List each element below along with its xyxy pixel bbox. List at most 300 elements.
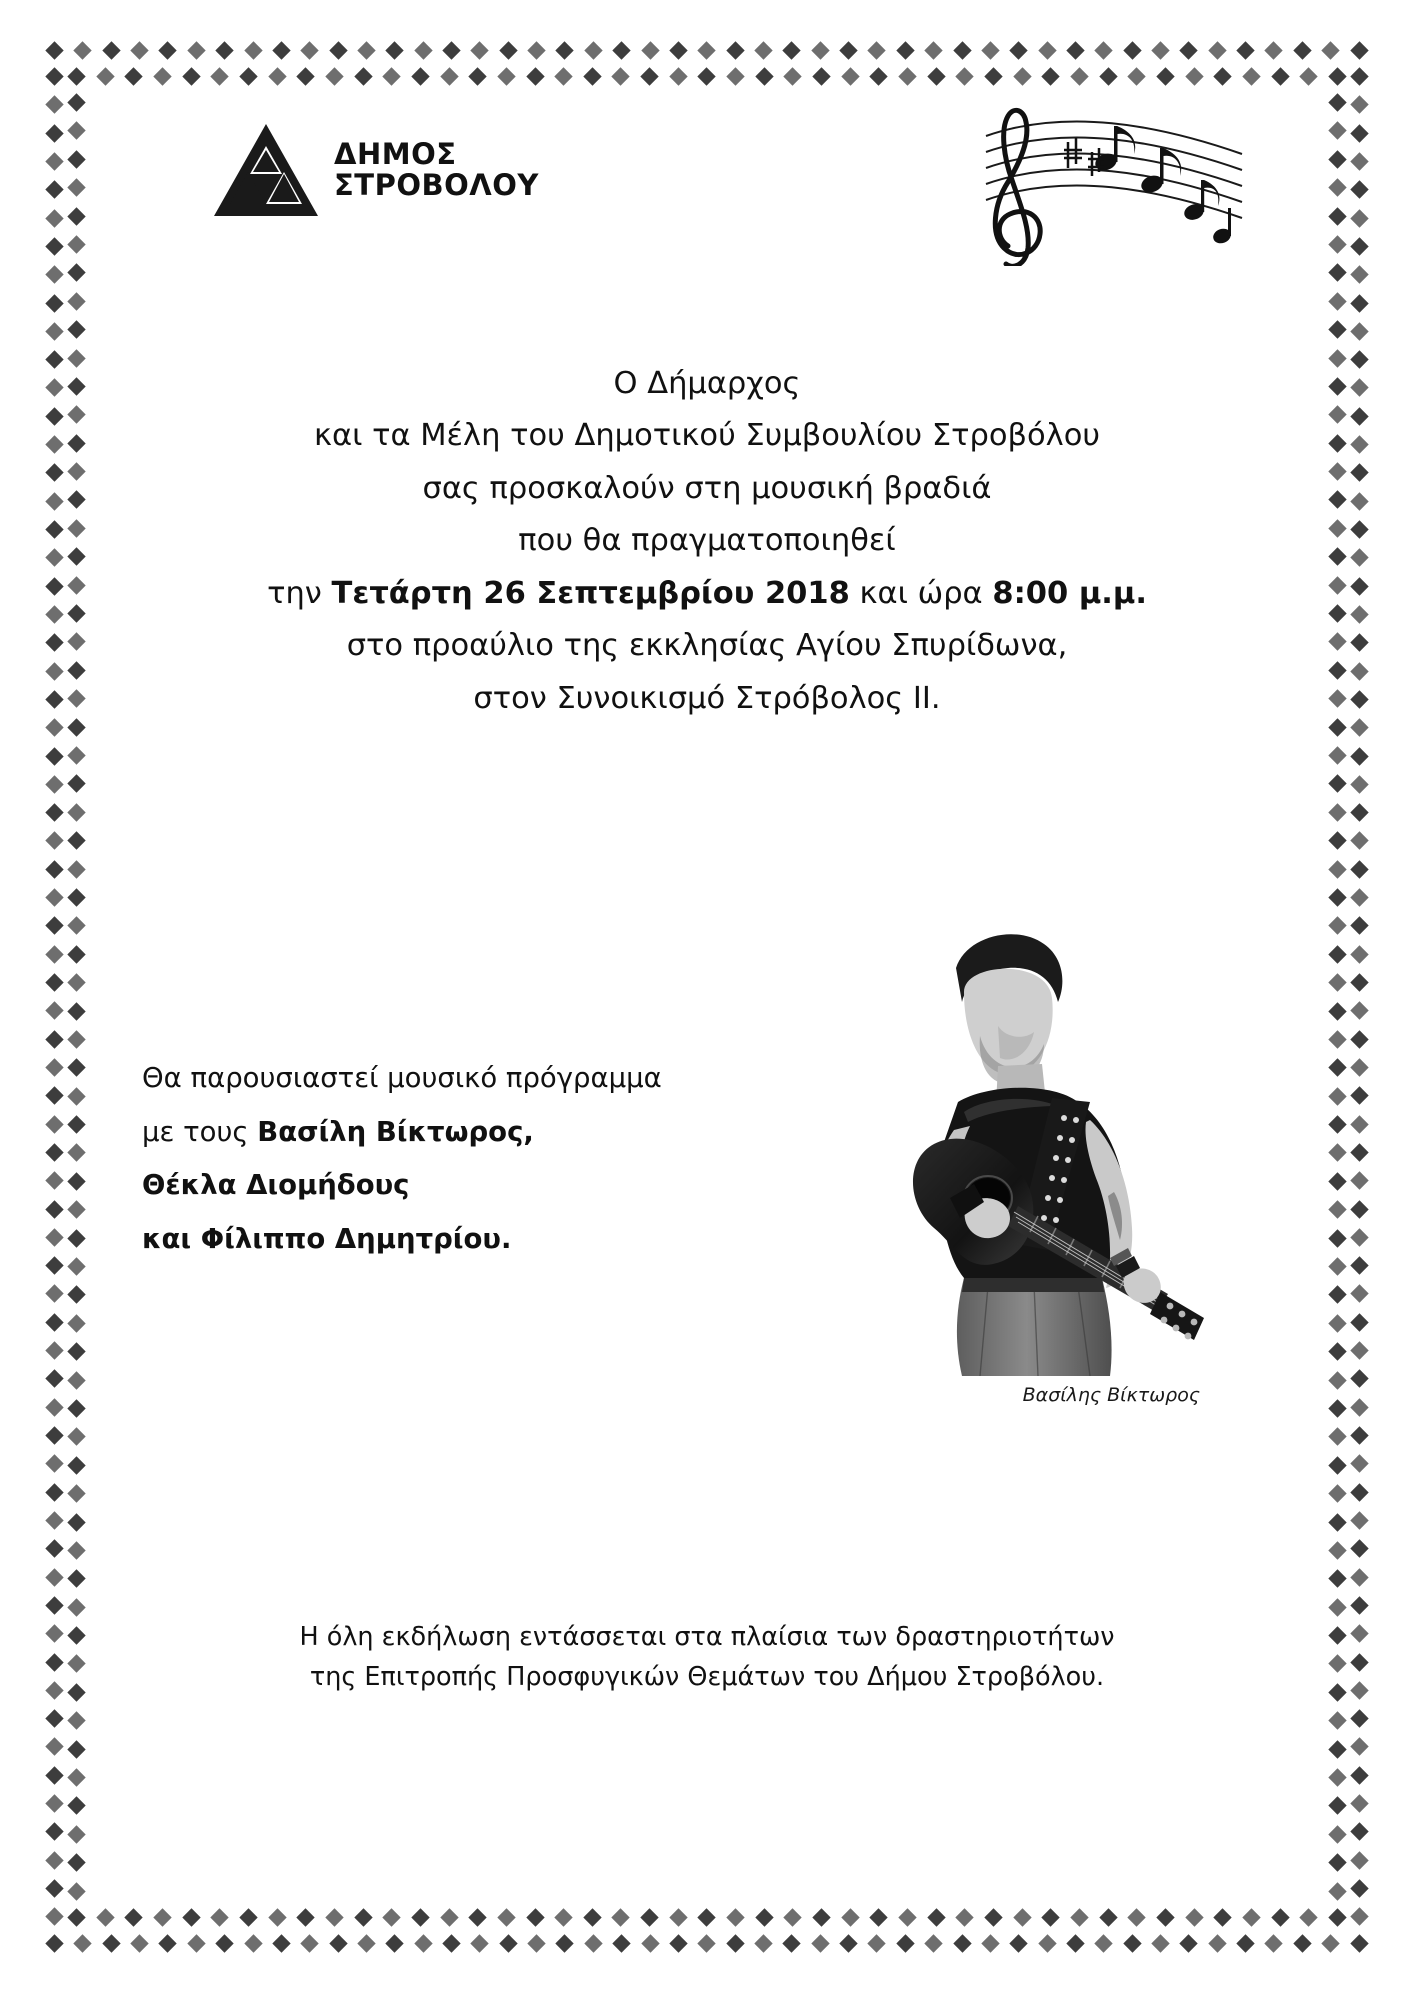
border-diamond bbox=[981, 1934, 999, 1952]
border-diamond bbox=[698, 1934, 716, 1952]
border-diamond bbox=[45, 1058, 63, 1076]
border-diamond bbox=[1350, 1171, 1368, 1189]
border-diamond bbox=[1350, 520, 1368, 538]
border-diamond bbox=[45, 67, 63, 85]
border-diamond bbox=[1128, 67, 1146, 85]
border-diamond bbox=[1350, 1455, 1368, 1473]
border-diamond bbox=[812, 67, 830, 85]
border-diamond bbox=[1350, 464, 1368, 482]
footer-note bbox=[110, 1618, 1304, 1697]
border-diamond bbox=[1328, 67, 1346, 85]
border-diamond bbox=[440, 1908, 458, 1926]
border-diamond bbox=[67, 1683, 85, 1701]
border-diamond bbox=[1350, 1596, 1368, 1614]
border-diamond bbox=[499, 1934, 517, 1952]
border-diamond bbox=[527, 1934, 545, 1952]
border-diamond bbox=[1328, 746, 1346, 764]
border-diamond bbox=[45, 662, 63, 680]
border-diamond bbox=[1328, 349, 1346, 367]
border-diamond bbox=[956, 1908, 974, 1926]
border-diamond bbox=[411, 67, 429, 85]
border-diamond bbox=[726, 1908, 744, 1926]
border-diamond bbox=[45, 1285, 63, 1303]
border-diamond bbox=[1350, 124, 1368, 142]
border-diamond bbox=[325, 67, 343, 85]
guitarist-photo bbox=[838, 906, 1258, 1376]
border-diamond bbox=[584, 41, 602, 59]
border-diamond bbox=[102, 41, 120, 59]
border-diamond bbox=[1350, 690, 1368, 708]
border-diamond bbox=[1328, 917, 1346, 935]
border-diamond bbox=[1350, 1341, 1368, 1359]
performers-line-2-pre: με τους bbox=[142, 1115, 258, 1148]
border-diamond bbox=[1151, 41, 1169, 59]
border-diamond bbox=[329, 1934, 347, 1952]
border-diamond bbox=[67, 1399, 85, 1417]
border-diamond bbox=[244, 1934, 262, 1952]
border-diamond bbox=[612, 1934, 630, 1952]
border-diamond bbox=[1328, 576, 1346, 594]
border-diamond bbox=[1038, 41, 1056, 59]
border-diamond bbox=[45, 973, 63, 991]
border-diamond bbox=[1328, 178, 1346, 196]
border-diamond bbox=[67, 1030, 85, 1048]
border-diamond bbox=[1350, 350, 1368, 368]
border-diamond bbox=[669, 1908, 687, 1926]
border-diamond bbox=[45, 718, 63, 736]
border-diamond bbox=[1293, 41, 1311, 59]
border-diamond bbox=[67, 377, 85, 395]
border-diamond bbox=[784, 1908, 802, 1926]
border-diamond bbox=[67, 1797, 85, 1815]
border-diamond bbox=[755, 1908, 773, 1926]
border-diamond bbox=[1042, 1908, 1060, 1926]
border-diamond bbox=[1328, 1598, 1346, 1616]
border-diamond bbox=[67, 746, 85, 764]
border-diamond bbox=[1328, 831, 1346, 849]
border-diamond bbox=[981, 41, 999, 59]
border-diamond bbox=[1328, 803, 1346, 821]
border-diamond bbox=[67, 122, 85, 140]
border-diamond bbox=[1350, 1313, 1368, 1331]
border-diamond bbox=[45, 1738, 63, 1756]
border-diamond bbox=[924, 41, 942, 59]
border-diamond bbox=[1236, 1934, 1254, 1952]
border-diamond bbox=[1180, 41, 1198, 59]
border-diamond bbox=[67, 888, 85, 906]
border-diamond bbox=[67, 1144, 85, 1162]
border-diamond bbox=[268, 67, 286, 85]
border-diamond bbox=[45, 1341, 63, 1359]
border-diamond bbox=[1328, 235, 1346, 253]
border-diamond bbox=[1242, 1908, 1260, 1926]
border-diamond bbox=[67, 1570, 85, 1588]
border-diamond bbox=[45, 1483, 63, 1501]
border-diamond bbox=[1350, 860, 1368, 878]
border-diamond bbox=[211, 1908, 229, 1926]
border-diamond bbox=[583, 67, 601, 85]
border-diamond bbox=[953, 41, 971, 59]
footer-line-2: της Επιτροπής Προσφυγικών Θεμάτων του Δήμου Στροβόλου. bbox=[309, 1661, 1105, 1692]
border-diamond bbox=[67, 491, 85, 509]
border-diamond bbox=[1185, 1908, 1203, 1926]
border-diamond bbox=[526, 1908, 544, 1926]
border-diamond bbox=[1350, 945, 1368, 963]
border-diamond bbox=[1350, 1738, 1368, 1756]
border-diamond bbox=[1328, 775, 1346, 793]
border-diamond bbox=[1350, 917, 1368, 935]
border-diamond bbox=[45, 1313, 63, 1331]
border-diamond bbox=[45, 265, 63, 283]
border-diamond bbox=[45, 1934, 63, 1952]
border-diamond bbox=[556, 41, 574, 59]
border-diamond bbox=[1328, 1115, 1346, 1133]
border-diamond bbox=[1328, 1908, 1346, 1926]
border-diamond bbox=[45, 1908, 63, 1926]
border-diamond bbox=[1350, 803, 1368, 821]
border-diamond bbox=[811, 41, 829, 59]
border-diamond bbox=[67, 690, 85, 708]
border-diamond bbox=[669, 67, 687, 85]
border-diamond bbox=[67, 434, 85, 452]
border-diamond bbox=[1350, 1002, 1368, 1020]
border-diamond bbox=[45, 520, 63, 538]
border-diamond bbox=[1328, 1456, 1346, 1474]
border-diamond bbox=[45, 1540, 63, 1558]
border-diamond bbox=[67, 1314, 85, 1332]
border-diamond bbox=[1095, 41, 1113, 59]
border-diamond bbox=[45, 690, 63, 708]
border-diamond bbox=[45, 96, 63, 114]
border-diamond bbox=[45, 1879, 63, 1897]
border-diamond bbox=[1328, 661, 1346, 679]
border-diamond bbox=[67, 1115, 85, 1133]
logo-wordmark bbox=[334, 136, 539, 202]
border-diamond bbox=[841, 1908, 859, 1926]
border-diamond bbox=[1300, 1908, 1318, 1926]
border-diamond bbox=[74, 41, 92, 59]
invite-line-5-mid: και ώρα bbox=[849, 575, 993, 611]
border-diamond bbox=[1328, 1087, 1346, 1105]
border-diamond bbox=[1328, 690, 1346, 708]
border-diamond bbox=[130, 41, 148, 59]
border-diamond bbox=[67, 1059, 85, 1077]
border-diamond bbox=[45, 209, 63, 227]
border-diamond bbox=[211, 67, 229, 85]
border-diamond bbox=[1350, 1879, 1368, 1897]
border-diamond bbox=[1350, 1511, 1368, 1529]
border-diamond bbox=[67, 235, 85, 253]
border-diamond bbox=[1350, 718, 1368, 736]
border-diamond bbox=[45, 945, 63, 963]
performers-line-4 bbox=[142, 1213, 832, 1267]
border-diamond bbox=[386, 1934, 404, 1952]
border-diamond bbox=[239, 1908, 257, 1926]
border-diamond bbox=[1328, 1825, 1346, 1843]
border-diamond bbox=[1350, 832, 1368, 850]
border-diamond bbox=[182, 1908, 200, 1926]
border-diamond bbox=[67, 93, 85, 111]
border-diamond bbox=[1128, 1908, 1146, 1926]
border-diamond bbox=[1350, 1200, 1368, 1218]
invite-line-7: στον Συνοικισμό Στρόβολος ΙΙ. bbox=[473, 680, 941, 716]
border-diamond bbox=[74, 1934, 92, 1952]
border-diamond bbox=[45, 1455, 63, 1473]
border-diamond bbox=[239, 67, 257, 85]
border-diamond bbox=[45, 1370, 63, 1388]
border-diamond bbox=[45, 124, 63, 142]
border-diamond bbox=[1328, 1797, 1346, 1815]
border-diamond bbox=[640, 1908, 658, 1926]
border-diamond bbox=[1350, 1370, 1368, 1388]
border-diamond bbox=[1350, 1908, 1368, 1926]
border-diamond bbox=[45, 1596, 63, 1614]
border-diamond bbox=[67, 1541, 85, 1559]
border-diamond bbox=[67, 860, 85, 878]
border-diamond bbox=[301, 41, 319, 59]
border-diamond bbox=[612, 67, 630, 85]
border-diamond bbox=[1328, 264, 1346, 282]
border-diamond bbox=[67, 1513, 85, 1531]
border-row-bottom-inner bbox=[70, 1911, 1344, 1924]
border-diamond bbox=[953, 1934, 971, 1952]
border-diamond bbox=[1328, 1882, 1346, 1900]
border-diamond bbox=[1350, 1794, 1368, 1812]
performers-line-1: Θα παρουσιαστεί μουσικό πρόγραμμα bbox=[142, 1062, 662, 1094]
border-diamond bbox=[1328, 1257, 1346, 1275]
border-diamond bbox=[45, 1823, 63, 1841]
border-diamond bbox=[130, 1934, 148, 1952]
border-diamond bbox=[45, 1653, 63, 1671]
border-diamond bbox=[45, 888, 63, 906]
border-diamond bbox=[67, 576, 85, 594]
border-diamond bbox=[45, 435, 63, 453]
border-diamond bbox=[45, 803, 63, 821]
border-diamond bbox=[383, 1908, 401, 1926]
border-diamond bbox=[45, 634, 63, 652]
photo-caption: Βασίλης Βίκτωρος bbox=[1022, 1384, 1200, 1406]
border-diamond bbox=[468, 67, 486, 85]
border-diamond bbox=[67, 973, 85, 991]
border-diamond bbox=[45, 379, 63, 397]
border-diamond bbox=[1328, 1314, 1346, 1332]
border-row-top-inner bbox=[70, 70, 1344, 83]
border-diamond bbox=[1350, 1087, 1368, 1105]
border-diamond bbox=[301, 1934, 319, 1952]
border-diamond bbox=[556, 1934, 574, 1952]
border-diamond bbox=[1271, 67, 1289, 85]
border-diamond bbox=[669, 1934, 687, 1952]
border-diamond bbox=[1350, 1681, 1368, 1699]
border-diamond bbox=[1350, 41, 1368, 59]
invite-line-4: που θα πραγματοποιηθεί bbox=[518, 523, 896, 559]
border-diamond bbox=[1321, 1934, 1339, 1952]
border-diamond bbox=[45, 294, 63, 312]
border-diamond bbox=[1328, 604, 1346, 622]
border-diamond bbox=[698, 67, 716, 85]
border-diamond bbox=[67, 1768, 85, 1786]
border-diamond bbox=[67, 150, 85, 168]
border-diamond bbox=[1099, 1908, 1117, 1926]
border-diamond bbox=[754, 41, 772, 59]
border-diamond bbox=[187, 41, 205, 59]
border-diamond bbox=[45, 1002, 63, 1020]
border-diamond bbox=[67, 548, 85, 566]
border-diamond bbox=[67, 604, 85, 622]
border-diamond bbox=[67, 718, 85, 736]
border-diamond bbox=[1328, 1740, 1346, 1758]
border-diamond bbox=[125, 1908, 143, 1926]
border-diamond bbox=[329, 41, 347, 59]
border-diamond bbox=[924, 1934, 942, 1952]
guitarist-photo-block bbox=[838, 906, 1258, 1406]
border-diamond bbox=[1328, 718, 1346, 736]
border-diamond bbox=[1350, 1483, 1368, 1501]
border-diamond bbox=[67, 349, 85, 367]
border-diamond bbox=[812, 1908, 830, 1926]
border-diamond bbox=[1070, 67, 1088, 85]
border-diamond bbox=[1271, 1908, 1289, 1926]
border-diamond bbox=[67, 775, 85, 793]
border-diamond bbox=[45, 152, 63, 170]
border-diamond bbox=[1095, 1934, 1113, 1952]
border-col-left-inner bbox=[70, 96, 83, 1898]
border-diamond bbox=[726, 67, 744, 85]
border-diamond bbox=[1328, 519, 1346, 537]
border-diamond bbox=[153, 1908, 171, 1926]
border-diamond bbox=[754, 1934, 772, 1952]
border-diamond bbox=[641, 1934, 659, 1952]
border-diamond bbox=[1350, 1228, 1368, 1246]
border-diamond bbox=[354, 67, 372, 85]
border-diamond bbox=[841, 67, 859, 85]
border-diamond bbox=[641, 41, 659, 59]
border-diamond bbox=[354, 1908, 372, 1926]
border-diamond bbox=[45, 577, 63, 595]
border-diamond bbox=[698, 1908, 716, 1926]
border-diamond bbox=[67, 1740, 85, 1758]
border-diamond bbox=[1328, 1342, 1346, 1360]
border-diamond bbox=[67, 1908, 85, 1926]
border-diamond bbox=[1350, 322, 1368, 340]
border-diamond bbox=[1328, 377, 1346, 395]
municipality-logo bbox=[212, 122, 539, 218]
border-diamond bbox=[1350, 96, 1368, 114]
border-diamond bbox=[215, 41, 233, 59]
border-diamond bbox=[442, 41, 460, 59]
strovolos-triangles-logo-icon bbox=[212, 122, 320, 218]
border-diamond bbox=[1328, 491, 1346, 509]
border-diamond bbox=[67, 803, 85, 821]
border-diamond bbox=[1328, 1570, 1346, 1588]
border-diamond bbox=[584, 1934, 602, 1952]
border-diamond bbox=[1070, 1908, 1088, 1926]
border-col-right bbox=[1353, 70, 1366, 1924]
border-diamond bbox=[67, 1201, 85, 1219]
border-diamond bbox=[1350, 1143, 1368, 1161]
border-diamond bbox=[182, 67, 200, 85]
border-diamond bbox=[1350, 379, 1368, 397]
performers-line-3 bbox=[142, 1159, 832, 1213]
border-diamond bbox=[45, 775, 63, 793]
invite-line-5-pre: την bbox=[267, 575, 332, 611]
border-diamond bbox=[1214, 67, 1232, 85]
border-diamond bbox=[67, 633, 85, 651]
border-diamond bbox=[414, 1934, 432, 1952]
border-diamond bbox=[1328, 207, 1346, 225]
border-diamond bbox=[1156, 67, 1174, 85]
border-diamond bbox=[67, 1712, 85, 1730]
border-diamond bbox=[45, 464, 63, 482]
border-diamond bbox=[1208, 1934, 1226, 1952]
border-diamond bbox=[1350, 747, 1368, 765]
border-diamond bbox=[357, 41, 375, 59]
border-diamond bbox=[45, 492, 63, 510]
border-diamond bbox=[67, 1342, 85, 1360]
border-diamond bbox=[1042, 67, 1060, 85]
border-diamond bbox=[1328, 945, 1346, 963]
border-diamond bbox=[1321, 41, 1339, 59]
border-diamond bbox=[1350, 888, 1368, 906]
border-diamond bbox=[898, 67, 916, 85]
border-diamond bbox=[1328, 1683, 1346, 1701]
border-diamond bbox=[1242, 67, 1260, 85]
invite-time: 8:00 μ.μ. bbox=[992, 575, 1147, 611]
border-diamond bbox=[1350, 1568, 1368, 1586]
border-row-top bbox=[48, 44, 1366, 57]
border-diamond bbox=[67, 178, 85, 196]
border-diamond bbox=[1066, 41, 1084, 59]
border-diamond bbox=[45, 1568, 63, 1586]
border-diamond bbox=[1328, 1030, 1346, 1048]
border-diamond bbox=[45, 605, 63, 623]
border-diamond bbox=[1350, 605, 1368, 623]
border-diamond bbox=[67, 1825, 85, 1843]
performers-line-2 bbox=[142, 1106, 832, 1160]
border-diamond bbox=[1328, 93, 1346, 111]
border-diamond bbox=[1328, 1002, 1346, 1020]
border-diamond bbox=[67, 1257, 85, 1275]
border-diamond bbox=[45, 407, 63, 425]
border-diamond bbox=[1350, 1285, 1368, 1303]
border-diamond bbox=[440, 67, 458, 85]
border-diamond bbox=[784, 67, 802, 85]
border-diamond bbox=[442, 1934, 460, 1952]
border-diamond bbox=[1328, 1712, 1346, 1730]
border-diamond bbox=[1293, 1934, 1311, 1952]
border-diamond bbox=[45, 1171, 63, 1189]
border-diamond bbox=[1350, 775, 1368, 793]
border-diamond bbox=[45, 1200, 63, 1218]
border-diamond bbox=[927, 1908, 945, 1926]
border-diamond bbox=[67, 264, 85, 282]
border-diamond bbox=[1328, 888, 1346, 906]
border-diamond bbox=[45, 1681, 63, 1699]
border-diamond bbox=[1328, 1626, 1346, 1644]
border-diamond bbox=[1350, 181, 1368, 199]
border-diamond bbox=[411, 1908, 429, 1926]
border-diamond bbox=[1123, 1934, 1141, 1952]
border-col-left bbox=[48, 70, 61, 1924]
border-diamond bbox=[1350, 1540, 1368, 1558]
border-diamond bbox=[468, 1908, 486, 1926]
border-diamond bbox=[669, 41, 687, 59]
border-diamond bbox=[1328, 462, 1346, 480]
border-diamond bbox=[45, 549, 63, 567]
border-diamond bbox=[1236, 41, 1254, 59]
border-diamond bbox=[45, 1709, 63, 1727]
border-diamond bbox=[1010, 41, 1028, 59]
